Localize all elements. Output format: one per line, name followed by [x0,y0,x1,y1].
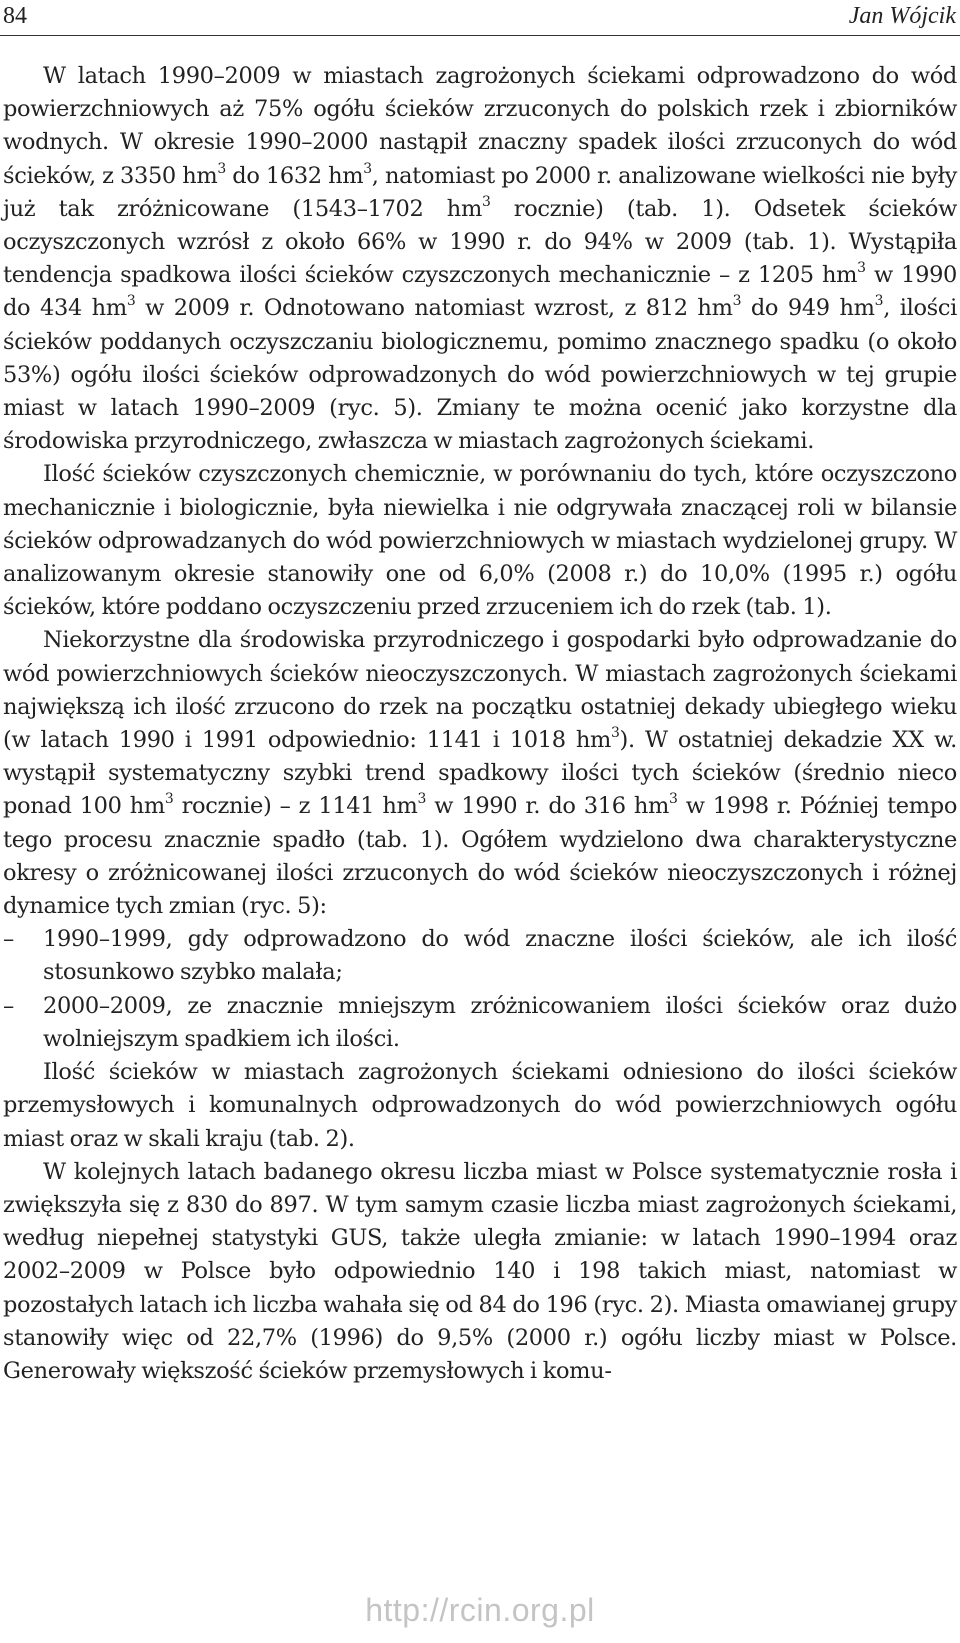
paragraph-3 [3,624,957,923]
superscript: 3 [417,791,427,808]
header-rule [0,35,960,36]
period-list [3,923,957,1056]
text-run: rocznie) – z 1141 hm [173,793,418,820]
text-run: , natomiast po 2000 r. analizowane wielkości nie były już tak zróżnicowane (1543–1702 hm [3,162,957,222]
list-dash: – [3,992,14,1019]
text-run: ). W ostatniej dekadzie XX w. wystąpił systematyczny szybki trend spadkowy ilości tych ścieków (średnio nieco ponad 100 hm [3,727,957,820]
superscript: 3 [164,791,174,808]
page-number: 84 [3,3,27,29]
text-run: w 1990 r. do 316 hm [426,793,669,820]
article-body [3,60,957,1388]
text-run: w 1990 do 434 hm [3,262,957,322]
text-run: rocznie) (tab. 1). Odsetek ścieków oczyszczonych wzrósł z około 66% w 1990 r. do 94% w 2009 (tab. 1). Wystąpiła tendencja spadkowa ilości ścieków czyszczonych mechanicznie – z 1205 hm [3,195,957,289]
paragraph-1 [3,60,957,458]
superscript: 3 [217,160,226,177]
text-run: , ilości ścieków poddanych oczyszczaniu biologicznemu, pomimo znacznego spadku (o około 53%) ogółu ilości ścieków odprowadzonych do wód powierzchniowych w tej grupie miast w latach 1990–2009 (ryc. 5). Zmiany te można ocenić jako korzystne dla środowiska przyrodniczego, zwłaszcza w miastach zagrożonych ściekami. [3,295,957,455]
page-header [0,0,960,40]
paragraph-5: W kolejnych latach badanego okresu liczba miast w Polsce systematycznie rosła i zwiększyła się z 830 do 897. W tym samym czasie liczba miast zagrożonych ściekami, według niepełnej statystyki GUS, także uległa zmianie: w latach 1990–1994 oraz 2002–2009 w Polsce było odpowiednio 140 i 198 takich miast, natomiast w pozostałych latach ich liczba wahała się od 84 do 196 (ryc. 2). Miasta omawianej grupy stanowiły więc od 22,7% (1996) do 9,5% (2000 r.) ogółu liczby miast w Polsce. Generowały większość ścieków przemysłowych i komu- [3,1158,957,1384]
list-item [3,923,957,989]
list-dash: – [3,926,14,953]
superscript: 3 [668,791,678,808]
superscript: 3 [126,293,136,310]
text-run: do 1632 hm [225,162,364,189]
text-run: w 2009 r. Odnotowano natomiast wzrost, z 812 hm [135,295,733,322]
superscript: 3 [874,293,884,310]
paragraph-4: Ilość ścieków w miastach zagrożonych ściekami odniesiono do ilości ścieków przemysłowych i komunalnych odprowadzonych do wód powierzchniowych ogółu miast oraz w skali kraju (tab. 2). [3,1059,957,1152]
superscript: 3 [481,193,491,210]
list-item-text: 2000–2009, ze znacznie mniejszym zróżnicowaniem ilości ścieków oraz dużo wolniejszym spadkiem ich ilości. [43,992,957,1052]
superscript: 3 [363,160,372,177]
running-head-author: Jan Wójcik [848,3,956,29]
superscript: 3 [732,293,742,310]
superscript: 3 [857,260,866,277]
text-run: do 949 hm [741,295,875,322]
text-run: w 1998 r. Później tempo tego procesu znacznie spadło (tab. 1). Ogółem wydzielono dwa charakterystyczne okresy o zróżnicowanej ilości zrzuconych do wód ścieków nieoczyszczonych i różnej dynamice tych zmian (ryc. 5): [3,793,958,920]
source-watermark: http://rcin.org.pl [365,1592,595,1628]
list-item [3,990,957,1056]
text-run: Niekorzystne dla środowiska przyrodniczego i gospodarki było odprowadzanie do wód powierzchniowych ścieków nieoczyszczonych. W miastach zagrożonych ściekami największą ich ilość zrzucono do rzek na początku ostatniej dekady ubiegłego wieku (w latach 1990 i 1991 odpowiednio: 1141 i 1018 hm [3,627,957,754]
paragraph-2 [3,458,957,624]
text-run: Ilość ścieków czyszczonych chemicznie, w porównaniu do tych, które oczyszczono mechanicznie i biologicznie, była niewielka i nie odgrywała znaczącej roli w bilansie ścieków odprowadzanych do wód powierzchniowych w miastach wydzielonej grupy. W analizowanym okresie stanowiły one od 6,0% (2008 r.) do 10,0% (1995 r.) ogółu ścieków, które poddano oczyszczeniu przed zrzuceniem ich do rzek (tab. 1). [3,461,957,621]
text-run: W latach 1990–2009 w miastach zagrożonych ściekami odprowadzono do wód powierzchniowych aż 75% ogółu ścieków zrzuconych do polskich rzek i zbiorników wodnych. W okresie 1990–2000 nastąpił znaczny spadek ilości zrzuconych do wód ścieków, z 3350 hm [3,63,957,189]
superscript: 3 [611,725,620,742]
list-item-text: 1990–1999, gdy odprowadzono do wód znaczne ilości ścieków, ale ich ilość stosunkowo szybko malała; [43,926,957,986]
